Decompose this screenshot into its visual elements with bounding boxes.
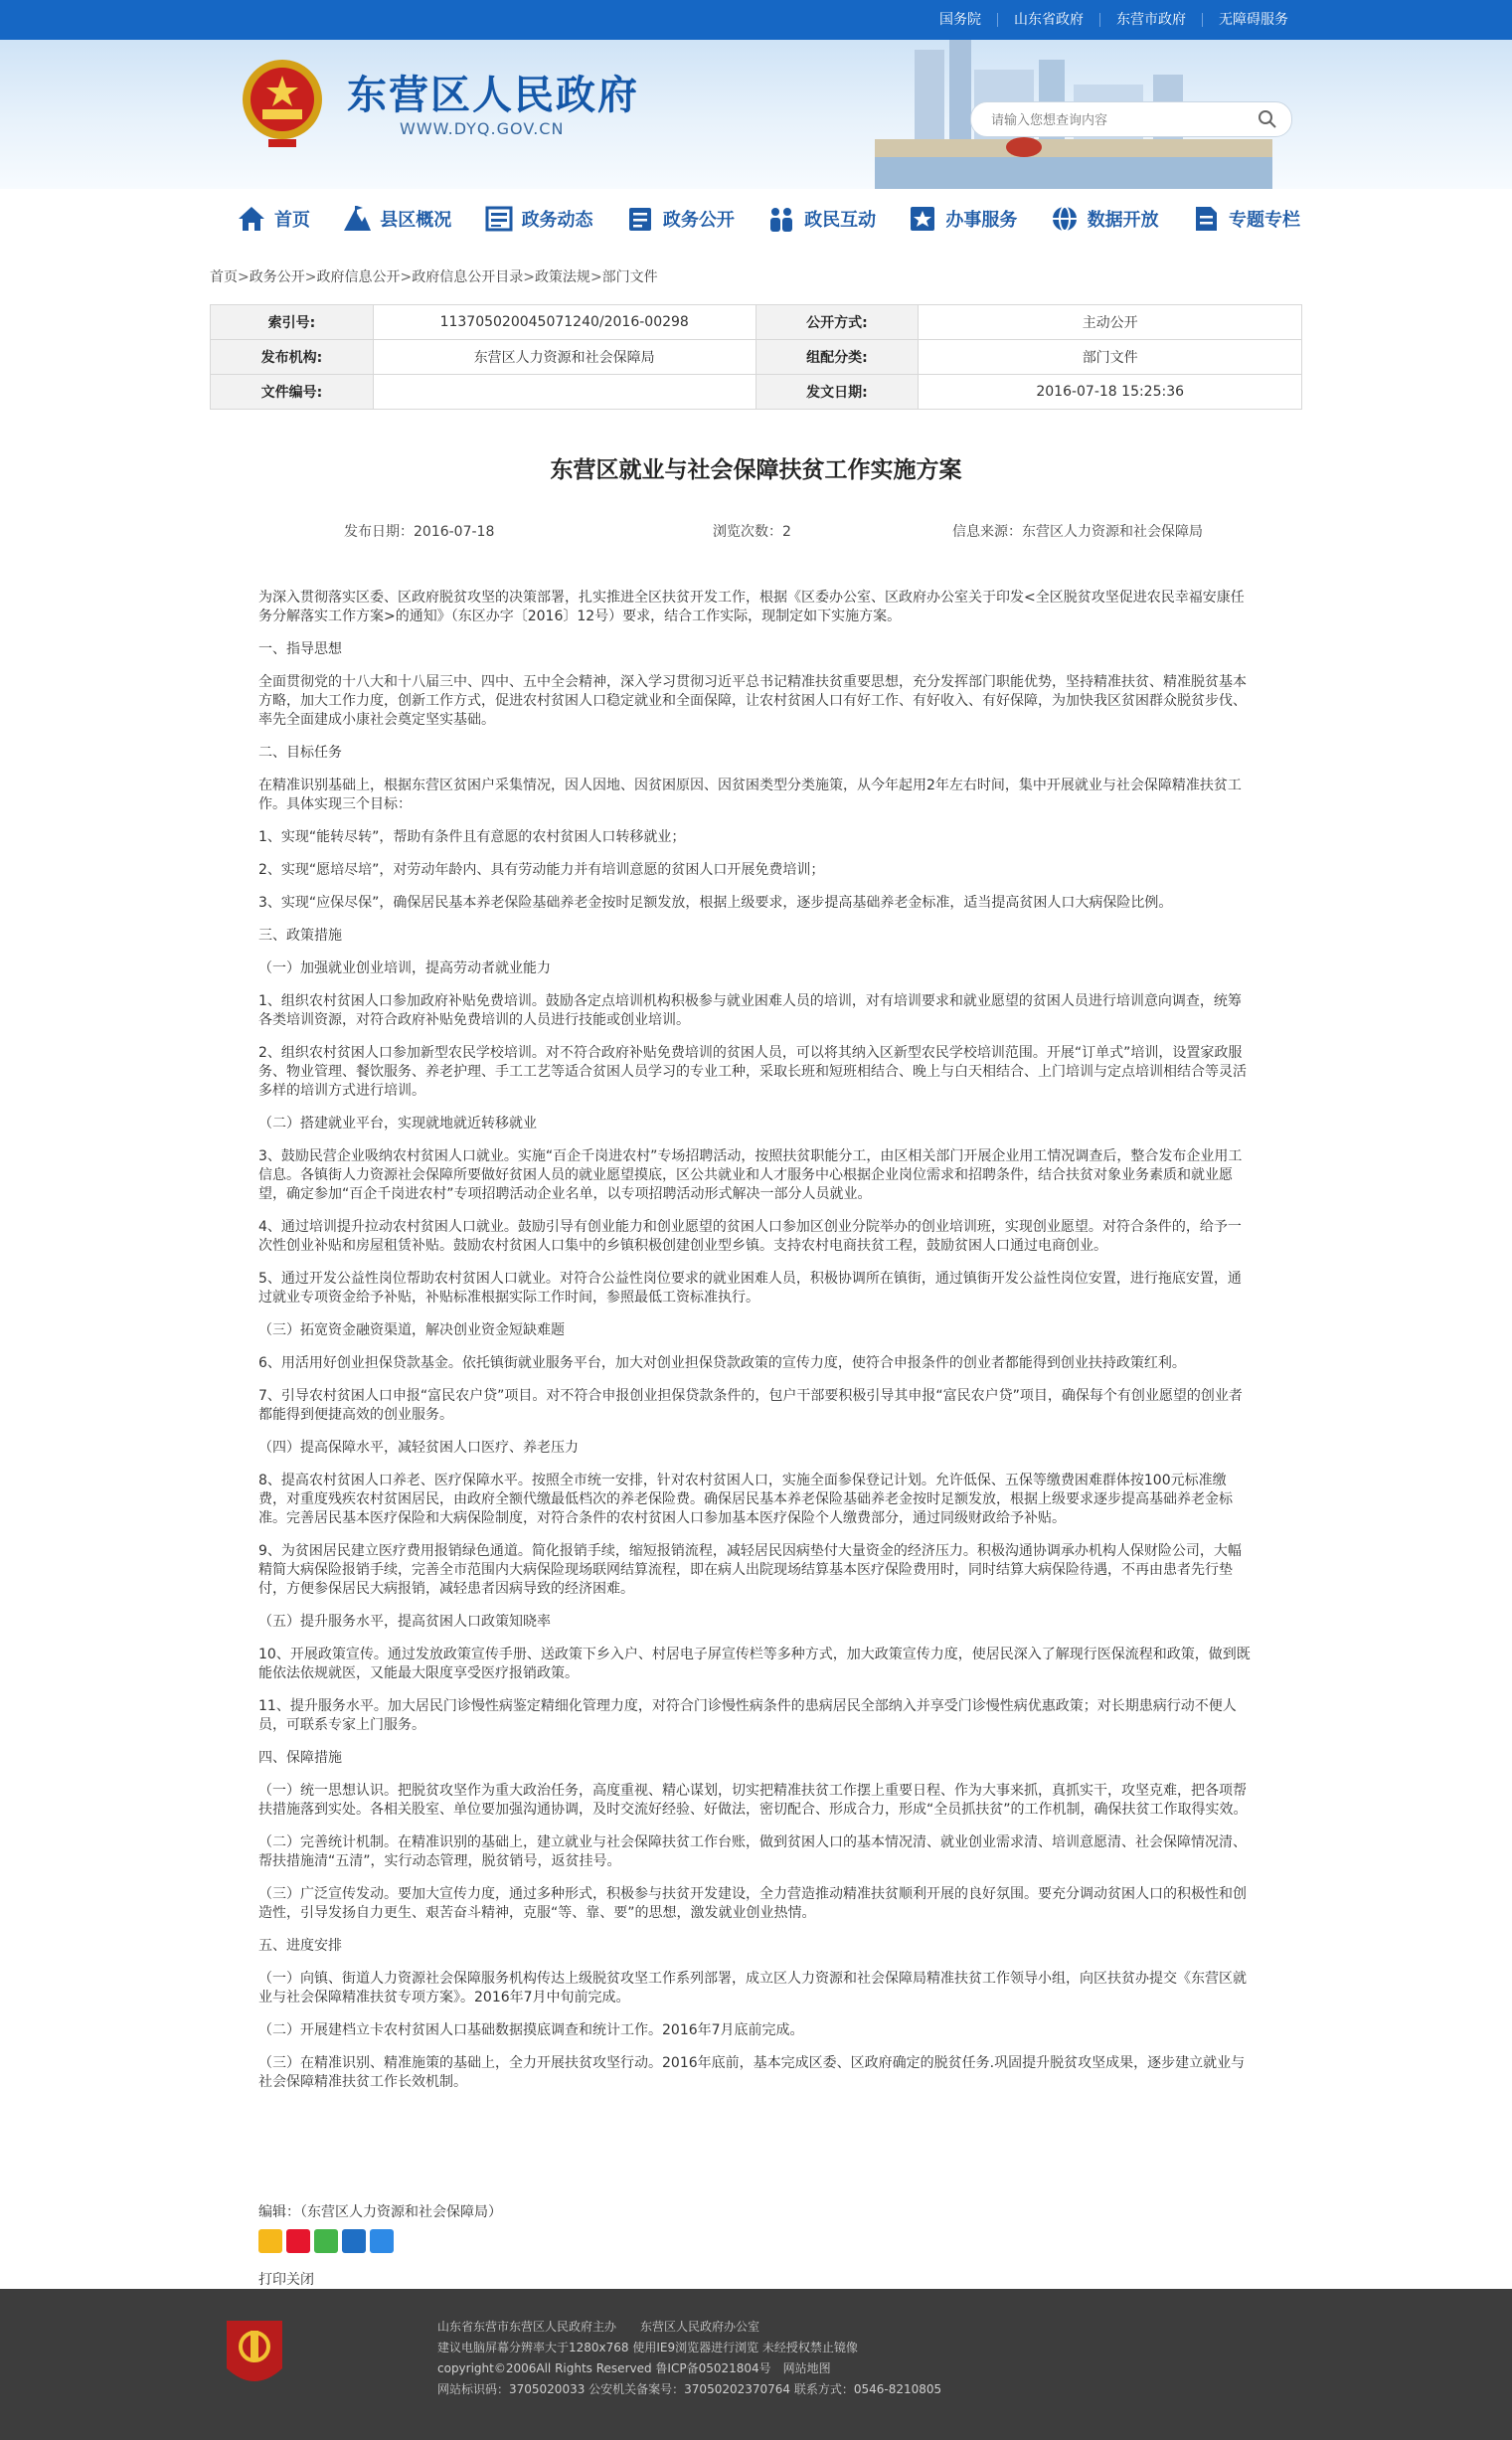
nav-label: 政民互动 (804, 210, 877, 231)
news-icon (484, 204, 514, 234)
nav-item-services[interactable] (908, 204, 1017, 234)
meta-value: 2016-07-18 15:25:36 (919, 375, 1302, 410)
meta-value: 东营区人力资源和社会保障局 (373, 340, 756, 375)
article-paragraph: （三）广泛宣传发动。要加大宣传力度，通过多种形式，积极参与扶贫开发建设，全力营造推动精准扶贫顺利开展的良好氛围。要充分调动贫困人口的积极性和创造性，引导发扬自力更生、艰苦奋斗精神，克服“等、靠、要”的思想，激发就业创业热情。 (258, 1886, 1247, 1921)
search-icon[interactable] (1258, 109, 1277, 129)
document-meta-table (210, 304, 1302, 410)
article-paragraph: （一）统一思想认识。把脱贫攻坚作为重大政治任务，高度重视、精心谋划，切实把精准扶贫工作摆上重要日程、作为大事来抓，真抓实干，攻坚克难，把各项帮扶措施落到实处。各相关股室、单位要加强沟通协调，及时交流好经验、好做法，密切配合、形成合力，形成“全员抓扶贫”的工作机制，确保扶贫工作取得实效。 (258, 1783, 1248, 1818)
nav-label: 办事服务 (945, 210, 1018, 231)
print-close (258, 2269, 314, 2289)
nav-label: 首页 (274, 210, 310, 231)
article-paragraph: 为深入贯彻落实区委、区政府脱贫攻坚的决策部署，扎实推进全区扶贫开发工作，根据《区委办公室、区政府办公室关于印发<全区脱贫攻坚促进农民幸福安康任务分解落实工作方案>的通知》（东区办字〔2016〕12号）要求，结合工作实际，现制定如下实施方案。 (258, 590, 1245, 624)
main-nav (0, 189, 1512, 249)
breadcrumb-item[interactable]: 政策法规 (534, 269, 590, 285)
breadcrumb-item[interactable]: 首页 (210, 269, 238, 285)
nav-label: 数据开放 (1087, 210, 1159, 231)
document-title: 东营区就业与社会保障扶贫工作实施方案 (550, 457, 962, 483)
people-icon (766, 204, 796, 234)
top-link-dongying-city[interactable]: 东营市政府 (1100, 13, 1203, 27)
article-paragraph: 4、通过培训提升拉动农村贫困人口就业。鼓励引导有创业能力和创业愿望的贫困人口参加区创业分院举办的创业培训班，实现创业愿望。对符合条件的，给予一次性创业补贴和房屋租赁补贴。鼓励农村贫困人口集中的乡镇积极创建创业型乡镇。支持农村电商扶贫工程，鼓励贫困人口通过电商创业。 (258, 1219, 1242, 1254)
party-emblem-icon (221, 2317, 288, 2396)
article-paragraph: （五）提升服务水平，提高贫困人口政策知晓率 (258, 1614, 551, 1630)
article-paragraph: 1、组织农村贫困人口参加政府补贴免费培训。鼓励各定点培训机构积极参与就业困难人员的培训，对有培训要求和就业愿望的贫困人员进行培训意向调查，统筹各类培训资源，对符合政府补贴免费培训的人员进行技能或创业培训。 (258, 993, 1242, 1028)
more-share-icon[interactable] (370, 2229, 394, 2253)
nav-label: 政务动态 (521, 210, 593, 231)
search-input[interactable] (989, 111, 1252, 128)
article-paragraph: 2、组织农村贫困人口参加新型农民学校培训。对不符合政府补贴免费培训的贫困人员，可以将其纳入区新型农民学校培训范围。开展“订单式”培训，设置家政服务、物业管理、餐饮服务、养老护理、手工工艺等适合贫困人员学习的专业工种，采取长班和短班相结合、晚上与白天相结合、上门培训与定点培训相结合等灵活多样的培训方式进行培训。 (258, 1045, 1247, 1099)
article-paragraph: （一）加强就业创业培训，提高劳动者就业能力 (258, 960, 551, 976)
article-paragraph: 3、实现“应保尽保”，确保居民基本养老保险基础养老金按时足额发放，根据上级要求，逐步提高基础养老金标准，适当提高贫困人口大病保险比例。 (258, 895, 1173, 911)
top-links (924, 0, 1304, 40)
article-paragraph: 7、引导农村贫困人口申报“富民农户贷”项目。对不符合申报创业担保贷款条件的，包户干部要积极引导其申报“富民农户贷”项目，确保每个有创业愿望的创业者都能得到便捷高效的创业服务。 (258, 1388, 1243, 1423)
article-paragraph: 11、提升服务水平。加大居民门诊慢性病鉴定精细化管理力度，对符合门诊慢性病条件的患病居民全部纳入并享受门诊慢性病优惠政策；对长期患病行动不便人员，可联系专家上门服务。 (258, 1698, 1237, 1733)
article-paragraph: 10、开展政策宣传。通过发放政策宣传手册、送政策下乡入户、村居电子屏宣传栏等多种方式，加大政策宣传力度，使居民深入了解现行医保流程和政策，做到既能依法依规就医，又能最大限度享受医疗报销政策。 (258, 1647, 1251, 1681)
article-paragraph: 在精准识别基础上，根据东营区贫困户采集情况，因人因地、因贫困原因、因贫困类型分类施策，从今年起用2年左右时间，集中开展就业与社会保障精准扶贫工作。具体实现三个目标： (258, 778, 1242, 812)
footer-line: copyright©2006All Rights Reserved 鲁ICP备05021804号 网站地图 (437, 2361, 831, 2375)
search-box (970, 101, 1292, 137)
article-paragraph: 一、指导思想 (258, 641, 342, 657)
article-paragraph: （三）拓宽资金融资渠道，解决创业资金短缺难题 (258, 1322, 565, 1338)
nav-item-county-overview[interactable] (342, 204, 451, 234)
article-paragraph: （二）搭建就业平台，实现就地就近转移就业 (258, 1116, 537, 1132)
nav-label: 县区概况 (380, 210, 452, 231)
breadcrumb-item[interactable]: 政务公开 (249, 269, 305, 285)
site-url: WWW.DYQ.GOV.CN (400, 119, 565, 138)
home-icon (237, 204, 266, 234)
globe-icon (1050, 204, 1080, 234)
article-paragraph: 三、政策措施 (258, 928, 342, 944)
meta-key: 文件编号: (211, 375, 374, 410)
meta-value: 主动公开 (919, 305, 1302, 340)
footer-line: 山东省东营市东营区人民政府主办 东营区人民政府办公室 (437, 2320, 760, 2334)
footer-line: 网站标识码：3705020033 公安机关备案号：37050202370764 联系方式：0546-8210805 (437, 2382, 942, 2396)
mountain-icon (342, 204, 372, 234)
top-bar (0, 0, 1512, 40)
table-row (211, 375, 1302, 410)
document-icon (1191, 204, 1221, 234)
nav-item-public-interaction[interactable] (766, 204, 876, 234)
meta-key: 公开方式: (756, 305, 919, 340)
breadcrumb-item[interactable]: 政府信息公开目录 (412, 269, 524, 285)
article-paragraph: 二、目标任务 (258, 745, 342, 761)
site-title: 东营区人民政府 (347, 73, 639, 118)
top-link-accessibility[interactable]: 无障碍服务 (1219, 12, 1288, 28)
table-row (211, 305, 1302, 340)
weibo-icon[interactable] (286, 2229, 310, 2253)
meta-key: 发文日期: (756, 375, 919, 410)
qzone-icon[interactable] (258, 2229, 282, 2253)
site-footer (0, 2289, 1512, 2440)
article-paragraph: 8、提高农村贫困人口养老、医疗保障水平。按照全市统一安排，针对农村贫困人口，实施全面参保登记计划。允许低保、五保等缴费困难群体按100元标准缴费，对重度残疾农村贫困居民，由政府全额代缴最低档次的养老保险费。确保居民基本养老保险基础养老金按时足额发放，根据上级要求逐步提高基础养老金标准。完善居民基本医疗保险和大病保险制度，对符合条件的农村贫困人口参加基本医疗保险个人缴费部分，通过同级财政给予补贴。 (258, 1473, 1233, 1526)
article-paragraph: 全面贯彻党的十八大和十八届三中、四中、五中全会精神，深入学习贯彻习近平总书记精准扶贫重要思想，充分发挥部门职能优势，坚持精准扶贫、精准脱贫基本方略，加大工作力度，创新工作方式，促进农村贫困人口稳定就业和全面保障，让农村贫困人口有好工作、有好收入、有好保障，为加快我区贫困群众脱贫步伐、率先全面建成小康社会奠定坚实基础。 (258, 674, 1247, 728)
article-paragraph: （二）完善统计机制。在精准识别的基础上，建立就业与社会保障扶贫工作台账，做到贫困人口的基本情况清、就业创业需求清、培训意愿清、社会保障情况清、帮扶措施清“五清”，实行动态管理，脱贫销号，返贫挂号。 (258, 1834, 1247, 1869)
meta-value: 113705020045071240/2016-00298 (373, 305, 756, 340)
nav-item-home[interactable] (237, 204, 310, 234)
breadcrumb-item[interactable]: 部门文件 (601, 269, 658, 285)
article-paragraph: （一）向镇、街道人力资源社会保障服务机构传达上级脱贫攻坚工作系列部署，成立区人力资源和社会保障局精准扶贫工作领导小组，向区扶贫办提交《东营区就业与社会保障精准扶贫专项方案》。2016年7月中旬前完成。 (258, 1971, 1247, 2005)
site-header (0, 40, 1512, 189)
article-paragraph: 9、为贫困居民建立医疗费用报销绿色通道。简化报销手续，缩短报销流程，减轻居民因病垫付大量资金的经济压力。积极沟通协调承办机构人保财险公司，大幅精简大病保险报销手续，完善全市范围内大病保险现场联网结算流程，即在病人出院现场结算基本医疗保险费用时，同时结算大病保险待遇，不再由患者先行垫付，方便参保居民大病报销，减轻患者因病导致的经济困难。 (258, 1543, 1242, 1597)
article-paragraph: 5、通过开发公益性岗位帮助农村贫困人口就业。对符合公益性岗位要求的就业困难人员，积极协调所在镇街，通过镇街开发公益性岗位安置，进行拖底安置，通过就业专项资金给予补贴，补贴标准根据实际工作时间，参照最低工资标准执行。 (258, 1271, 1242, 1306)
editor-note: 编辑：（东营区人力资源和社会保障局） (258, 2204, 502, 2220)
nav-item-gov-news[interactable] (484, 204, 593, 234)
top-link-state-council[interactable]: 国务院 (924, 13, 998, 27)
nav-item-special-topics[interactable] (1191, 204, 1300, 234)
nav-label: 专题专栏 (1228, 210, 1300, 231)
meta-key: 索引号: (211, 305, 374, 340)
breadcrumb-item[interactable]: 政府信息公开 (316, 269, 401, 285)
nav-item-gov-disclosure[interactable] (625, 204, 735, 234)
book-icon (625, 204, 655, 234)
renren-icon[interactable] (342, 2229, 366, 2253)
article-paragraph: 3、鼓励民营企业吸纳农村贫困人口就业。实施“百企千岗进农村”专场招聘活动，按照扶贫职能分工，由区相关部门开展企业用工情况调查后，整合发布企业用工信息。各镇街人力资源社会保障所要做好贫困人员的就业愿望摸底，区公共就业和人才服务中心根据企业岗位需求和招聘条件，结合扶贫对象业务素质和就业愿望，确定参加“百企千岗进农村”专项招聘活动企业名单，以专项招聘活动形式解决一部分人员就业。 (258, 1148, 1243, 1202)
meta-value (373, 375, 756, 410)
article-paragraph: （四）提高保障水平，减轻贫困人口医疗、养老压力 (258, 1440, 579, 1456)
article-paragraph: 四、保障措施 (258, 1750, 342, 1766)
article-paragraph: （二）开展建档立卡农村贫困人口基础数据摸底调查和统计工作。2016年7月底前完成。 (258, 2022, 804, 2038)
info-source: 信息来源：东营区人力资源和社会保障局 (952, 524, 1203, 540)
meta-key: 组配分类: (756, 340, 919, 375)
top-link-shandong[interactable]: 山东省政府 (998, 13, 1100, 27)
article-body (258, 589, 1253, 2106)
article-paragraph: 6、用活用好创业担保贷款基金。依托镇街就业服务平台，加大对创业担保贷款政策的宣传力度，使符合申报条件的创业者都能得到创业扶持政策红利。 (258, 1355, 1186, 1371)
article-paragraph: （三）在精准识别、精准施策的基础上，全力开展扶贫攻坚行动。2016年底前，基本完成区委、区政府确定的脱贫任务.巩固提升脱贫攻坚成果，逐步建立就业与社会保障精准扶贫工作长效机制。 (258, 2055, 1246, 2090)
nav-item-open-data[interactable] (1050, 204, 1159, 234)
view-count: 浏览次数：2 (713, 524, 791, 540)
print-close-link[interactable]: 打印关闭 (258, 2272, 314, 2288)
meta-value: 部门文件 (919, 340, 1302, 375)
table-row (211, 340, 1302, 375)
publish-date: 发布日期：2016-07-18 (344, 524, 495, 540)
breadcrumb: 首页>政务公开>政府信息公开>政府信息公开目录>政策法规>部门文件 (210, 269, 658, 285)
article-paragraph: 2、实现“愿培尽培”，对劳动年龄内、具有劳动能力并有培训意愿的贫困人口开展免费培训； (258, 862, 825, 878)
national-emblem-icon (239, 56, 326, 151)
article-paragraph: 1、实现“能转尽转”，帮助有条件且有意愿的农村贫困人口转移就业； (258, 829, 686, 845)
meta-key: 发布机构: (211, 340, 374, 375)
footer-line: 建议电脑屏幕分辨率大于1280x768 使用IE9浏览器进行浏览 未经授权禁止镜像 (437, 2341, 858, 2354)
star-icon (908, 204, 937, 234)
wechat-icon[interactable] (314, 2229, 338, 2253)
share-bar (258, 2229, 394, 2253)
nav-label: 政务公开 (662, 210, 735, 231)
article-paragraph: 五、进度安排 (258, 1938, 342, 1954)
